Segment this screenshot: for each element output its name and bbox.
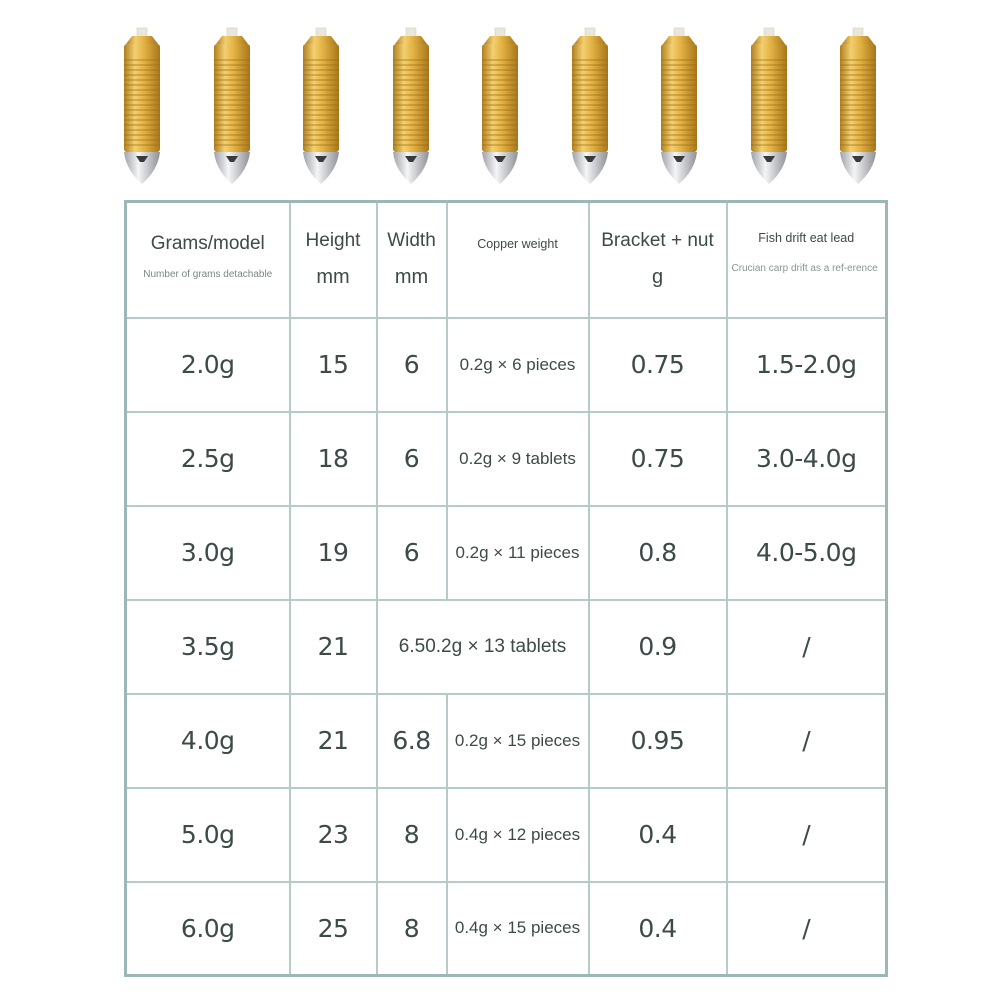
header-bracket-title: Bracket + nut — [601, 230, 714, 252]
cell-width: 6 — [377, 412, 447, 506]
cell-bracket: 0.4 — [589, 882, 727, 976]
cell-fish: / — [727, 882, 887, 976]
brass-weight-image — [737, 20, 801, 190]
cell-grams: 3.5g — [126, 600, 290, 694]
table-row — [126, 600, 887, 694]
cell-grams: 2.5g — [126, 412, 290, 506]
cell-bracket: 0.95 — [589, 694, 727, 788]
brass-weight-image — [826, 20, 890, 190]
cell-width: 8 — [377, 788, 447, 882]
brass-weight-image — [289, 20, 353, 190]
header-fish-subtitle: Crucian carp drift as a ref-erence — [731, 263, 878, 275]
brass-weight-image — [647, 20, 711, 190]
cell-copper: 0.2g × 6 pieces — [447, 318, 589, 412]
header-bracket — [589, 202, 727, 318]
cell-fish: / — [727, 694, 887, 788]
cell-copper: 0.2g × 9 tablets — [447, 412, 589, 506]
cell-copper: 0.4g × 12 pieces — [447, 788, 589, 882]
cell-height: 25 — [290, 882, 377, 976]
table-row — [126, 788, 887, 882]
table-row — [126, 412, 887, 506]
header-bracket-unit: g — [651, 266, 664, 289]
cell-height: 23 — [290, 788, 377, 882]
specification-table — [124, 200, 888, 977]
cell-copper: 0.2g × 15 pieces — [447, 694, 589, 788]
brass-weight-image — [200, 20, 264, 190]
cell-height: 21 — [290, 694, 377, 788]
table-row — [126, 506, 887, 600]
header-height — [290, 202, 377, 318]
header-fish-title: Fish drift eat lead — [758, 231, 855, 246]
cell-width: 6 — [377, 506, 447, 600]
cell-bracket: 0.9 — [589, 600, 727, 694]
cell-bracket: 0.75 — [589, 412, 727, 506]
header-grams — [126, 202, 290, 318]
table-row — [126, 882, 887, 976]
cell-height: 19 — [290, 506, 377, 600]
header-grams-title: Grams/model — [150, 233, 265, 255]
brass-weight-image — [558, 20, 622, 190]
cell-bracket: 0.75 — [589, 318, 727, 412]
cell-width: 8 — [377, 882, 447, 976]
cell-width: 6.8 — [377, 694, 447, 788]
cell-grams: 4.0g — [126, 694, 290, 788]
cell-height: 21 — [290, 600, 377, 694]
cell-fish: 4.0-5.0g — [727, 506, 887, 600]
cell-grams: 2.0g — [126, 318, 290, 412]
cell-grams: 5.0g — [126, 788, 290, 882]
brass-weight-image — [110, 20, 174, 190]
cell-fish: / — [727, 600, 887, 694]
header-copper-title: Copper weight — [477, 237, 558, 251]
table-row — [126, 318, 887, 412]
header-copper — [447, 202, 589, 318]
cell-bracket: 0.8 — [589, 506, 727, 600]
cell-width-copper-merged: 6.50.2g × 13 tablets — [377, 600, 589, 694]
cell-width: 6 — [377, 318, 447, 412]
table-row — [126, 694, 887, 788]
brass-weight-image — [468, 20, 532, 190]
header-height-unit: mm — [316, 266, 350, 289]
cell-fish: 3.0-4.0g — [727, 412, 887, 506]
cell-fish: 1.5-2.0g — [727, 318, 887, 412]
header-grams-subtitle: Number of grams detachable — [143, 269, 273, 281]
cell-height: 18 — [290, 412, 377, 506]
header-width-title: Width — [387, 230, 436, 252]
cell-grams: 6.0g — [126, 882, 290, 976]
product-image-row — [110, 20, 890, 190]
cell-fish: / — [727, 788, 887, 882]
table-header-row — [126, 202, 887, 318]
header-height-title: Height — [305, 230, 361, 252]
header-fish — [727, 202, 887, 318]
header-width-unit: mm — [394, 266, 429, 289]
header-width — [377, 202, 447, 318]
cell-grams: 3.0g — [126, 506, 290, 600]
cell-copper: 0.4g × 15 pieces — [447, 882, 589, 976]
cell-bracket: 0.4 — [589, 788, 727, 882]
brass-weight-image — [379, 20, 443, 190]
cell-copper: 0.2g × 11 pieces — [447, 506, 589, 600]
cell-height: 15 — [290, 318, 377, 412]
